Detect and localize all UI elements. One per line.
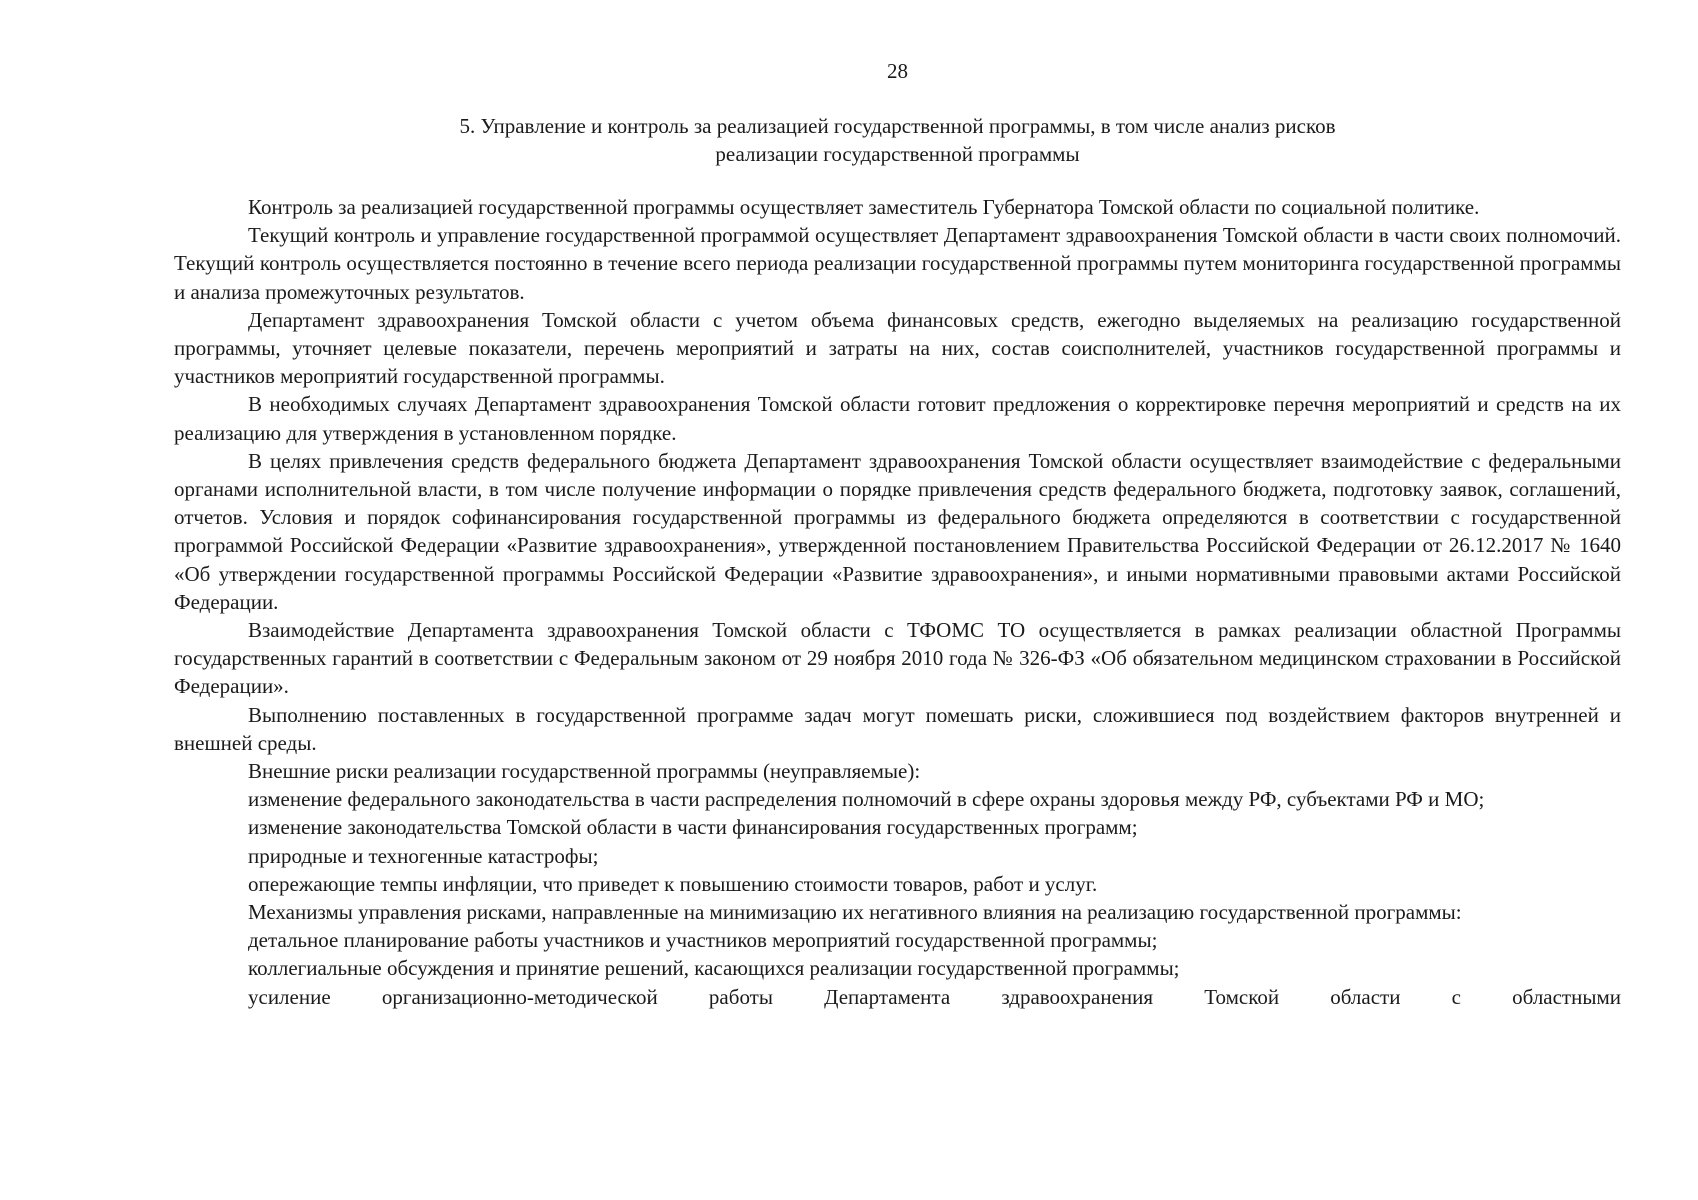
body-text <box>174 193 1621 1011</box>
paragraph: Выполнению поставленных в государственной программе задач могут помешать риски, сложившиеся под воздействием факторов внутренней и внешней среды. <box>174 702 1621 755</box>
paragraph: Взаимодействие Департамента здравоохранения Томской области с ТФОМС ТО осуществляется в рамках реализации областной Программы государственных гарантий в соответствии с Федеральным законом от 29 ноября 2010 года № 326-ФЗ «Об обязательном медицинском страховании в Российской Федерации». <box>174 618 1621 699</box>
list-item: усиление организационно-методической работы Департамента здравоохранения Томской области с областными <box>248 984 1621 1009</box>
section-heading-line-1: 5. Управление и контроль за реализацией государственной программы, в том числе анализ рисков <box>459 114 1336 138</box>
section-heading-line-2: реализации государственной программы <box>715 142 1080 166</box>
list-item: природные и техногенные катастрофы; <box>248 843 599 868</box>
list-item: детальное планирование работы участников и участников мероприятий государственной программы; <box>248 928 1158 953</box>
list-item: коллегиальные обсуждения и принятие решений, касающихся реализации государственной программы; <box>248 956 1180 981</box>
paragraph: Внешние риски реализации государственной программы (неуправляемые): <box>248 759 921 784</box>
list-item: опережающие темпы инфляции, что приведет к повышению стоимости товаров, работ и услуг. <box>248 871 1098 896</box>
paragraph: Контроль за реализацией государственной программы осуществляет заместитель Губернатора Томской области по социальной политике. <box>248 195 1480 219</box>
paragraph: В целях привлечения средств федерального бюджета Департамент здравоохранения Томской области осуществляет взаимодействие с федеральными органами исполнительной власти, в том числе получение информации о порядке привлечения средств федерального бюджета, подготовку заявок, соглашений, отчетов. Условия и порядок софинансирования государственной программы из федерального бюджета определяются в соответствии с государственной программой Российской Федерации «Развитие здравоохранения», утвержденной постановлением Правительства Российской Федерации от 26.12.2017 № 1640 «Об утверждении государственной программы Российской Федерации «Развитие здравоохранения», и иными нормативными правовыми актами Российской Федерации. <box>174 448 1621 614</box>
list-item: изменение законодательства Томской области в части финансирования государственных программ; <box>248 815 1138 840</box>
section-heading <box>0 112 1698 168</box>
paragraph: В необходимых случаях Департамент здравоохранения Томской области готовит предложения о корректировке перечня мероприятий и средств на их реализацию для утверждения в установленном порядке. <box>174 392 1621 445</box>
list-item: изменение федерального законодательства в части распределения полномочий в сфере охраны здоровья между РФ, субъектами РФ и МО; <box>248 787 1485 812</box>
paragraph: Механизмы управления рисками, направленные на минимизацию их негативного влияния на реализацию государственной программы: <box>248 900 1462 925</box>
page-number: 28 <box>887 59 908 83</box>
paragraph: Департамент здравоохранения Томской области с учетом объема финансовых средств, ежегодно выделяемых на реализацию государственной программы, уточняет целевые показатели, перечень мероприятий и затраты на них, состав соисполнителей, участников государственной программы и участников мероприятий государственной программы. <box>174 307 1621 389</box>
paragraph: Текущий контроль и управление государственной программой осуществляет Департамент здравоохранения Томской области в части своих полномочий. Текущий контроль осуществляется постоянно в течение всего периода реализации государственной программы путем мониторинга государственной программы и анализа промежуточных результатов. <box>174 223 1621 304</box>
